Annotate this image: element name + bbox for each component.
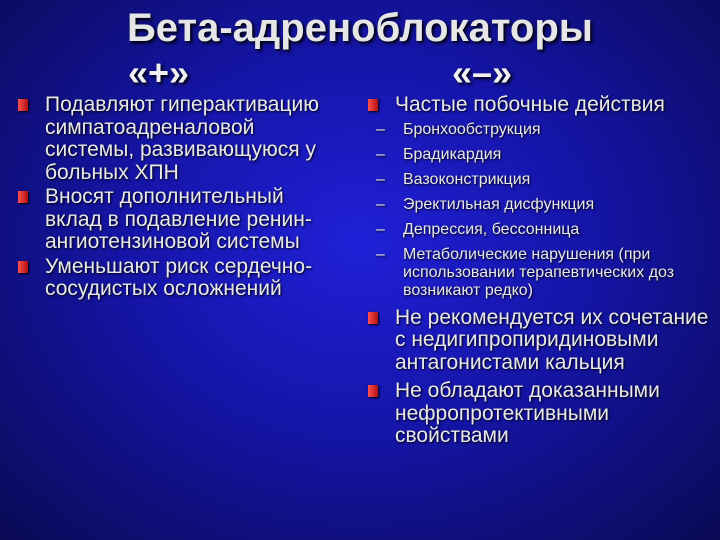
dash-icon: – bbox=[376, 220, 385, 238]
side-effect-item bbox=[368, 121, 713, 139]
pro-item bbox=[18, 256, 338, 301]
pro-item-text: Уменьшают риск сердечно-сосудистых осложнений bbox=[45, 254, 313, 300]
side-effect-item bbox=[368, 246, 713, 300]
side-effect-text: Депрессия, бессонница bbox=[403, 220, 580, 238]
con-item-text: Не обладают доказанными нефропротективными свойствами bbox=[395, 379, 660, 447]
dash-icon: – bbox=[376, 120, 385, 138]
pro-item bbox=[18, 94, 338, 184]
dash-icon: – bbox=[376, 195, 385, 213]
bullet-icon bbox=[18, 99, 28, 111]
side-effect-text: Бронхообструкция bbox=[403, 120, 541, 138]
dash-icon: – bbox=[376, 170, 385, 188]
minus-header: «–» bbox=[452, 52, 513, 93]
con-item bbox=[368, 380, 713, 448]
con-item bbox=[368, 307, 713, 375]
dash-icon: – bbox=[376, 145, 385, 163]
pro-item-text: Подавляют гиперактивацию симпатоадреналовой системы, развивающуюся у больных ХПН bbox=[45, 93, 319, 184]
side-effect-item bbox=[368, 221, 713, 239]
side-effect-item bbox=[368, 196, 713, 214]
side-effect-text: Вазоконстрикция bbox=[403, 170, 531, 188]
side-effect-text: Эректильная дисфункция bbox=[403, 195, 595, 213]
bullet-icon bbox=[18, 261, 28, 273]
dash-icon: – bbox=[376, 245, 385, 263]
side-effect-item bbox=[368, 171, 713, 189]
side-effect-item bbox=[368, 146, 713, 164]
bullet-icon bbox=[18, 191, 28, 203]
bullet-icon bbox=[368, 312, 378, 324]
con-item-text: Не рекомендуется их сочетание с недигипропиридиновыми антагонистами кальция bbox=[395, 305, 709, 374]
pro-item-text: Вносят дополнительный вклад в подавление ренин-ангиотензиновой системы bbox=[45, 185, 312, 253]
bullet-icon bbox=[368, 99, 378, 111]
cons-column bbox=[368, 94, 713, 448]
side-effects-list bbox=[368, 121, 713, 300]
con-item-text: Частые побочные действия bbox=[395, 93, 665, 116]
bullet-icon bbox=[368, 385, 378, 397]
slide-title: Бета-адреноблокаторы bbox=[127, 6, 593, 50]
pros-column bbox=[18, 94, 338, 301]
pro-item bbox=[18, 186, 338, 254]
side-effect-text: Брадикардия bbox=[403, 145, 502, 163]
con-item bbox=[368, 94, 713, 117]
plus-header: «+» bbox=[128, 52, 190, 93]
side-effect-text: Метаболические нарушения (при использовании терапевтических доз возникают редко) bbox=[403, 245, 675, 299]
